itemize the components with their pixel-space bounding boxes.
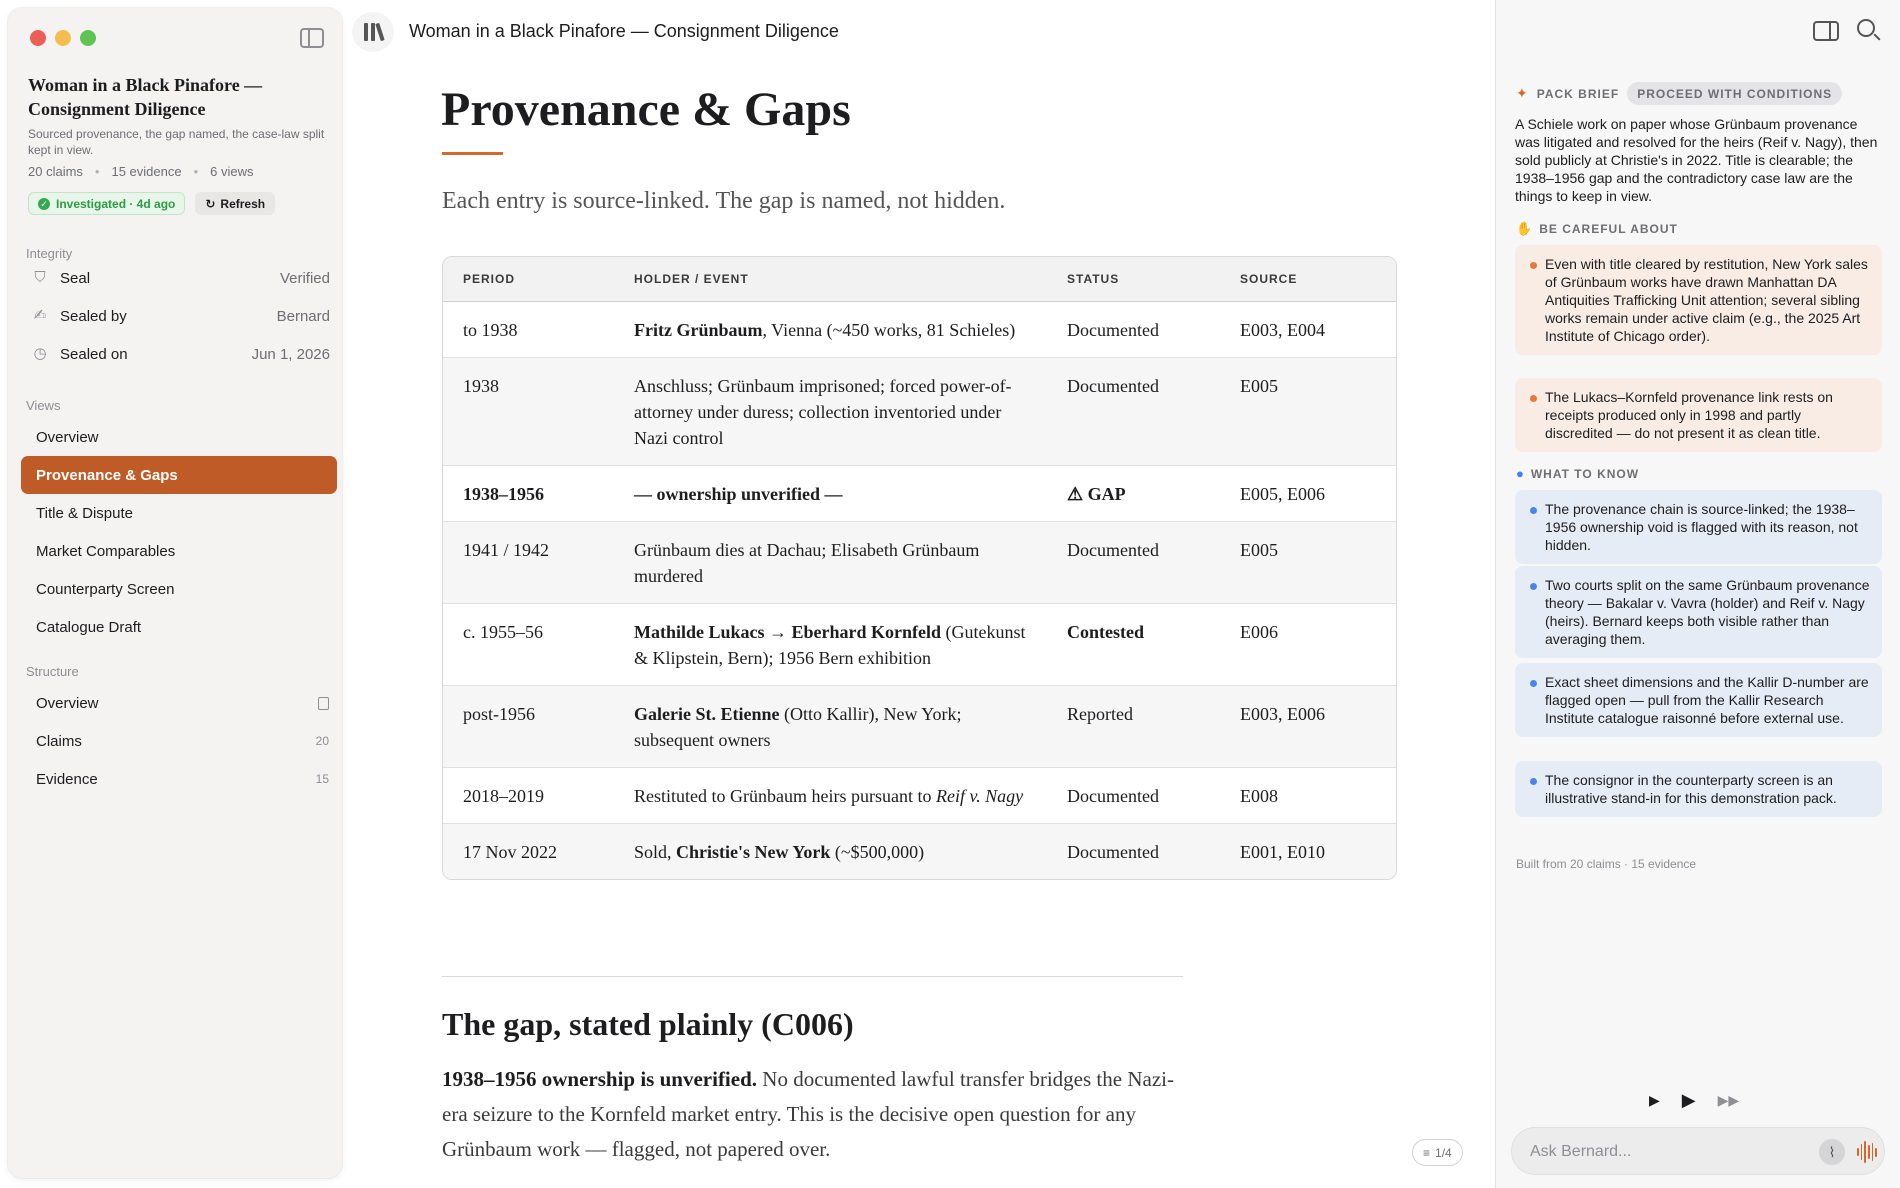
- zoom-window-button[interactable]: [80, 30, 96, 46]
- integrity-section-label: Integrity: [26, 246, 73, 261]
- signature-icon: ✍: [33, 307, 47, 324]
- pack-subtitle: Sourced provenance, the gap named, the case-law split kept in view.: [28, 127, 325, 157]
- careful-card: Even with title cleared by restitution, New York sales of Grünbaum works have drawn Manhattan DA Antiquities Trafficking Unit attention; several sibling works remain under active claim (e.g., the 2025 Art Institute of Chicago order).: [1515, 245, 1882, 355]
- table-row: 2018–2019 Restituted to Grünbaum heirs pursuant to Reif v. Nagy Documented E008: [443, 767, 1396, 823]
- source-link[interactable]: E005: [1220, 357, 1396, 465]
- audio-player: [1649, 1090, 1739, 1111]
- library-button[interactable]: [352, 12, 394, 52]
- table-row: 17 Nov 2022 Sold, Christie's New York (~$500,000) Documented E001, E010: [443, 823, 1396, 879]
- paperclip-icon[interactable]: ⌇: [1819, 1139, 1845, 1165]
- panel-toggle-icon[interactable]: [1813, 21, 1839, 41]
- sidebar: [8, 8, 342, 1178]
- table-header-row: [443, 257, 1396, 301]
- table-row: 1938 Anschluss; Grünbaum imprisoned; forced power-of-attorney under duress; collection inventoried under Nazi control Documented E005: [443, 357, 1396, 465]
- pack-title: Woman in a Black Pinafore — Consignment Diligence: [28, 75, 263, 119]
- claims-count-badge: 20: [315, 734, 329, 748]
- source-link[interactable]: E006: [1220, 603, 1396, 685]
- source-link[interactable]: E001, E010: [1220, 823, 1396, 879]
- evidence-count-badge: 15: [315, 772, 329, 786]
- careful-card: The Lukacs–Kornfeld provenance link rests on receipts produced only in 1998 and partly discredited — do not present it as clean title.: [1515, 378, 1882, 452]
- book-icon: [318, 697, 329, 710]
- know-card: Exact sheet dimensions and the Kallir D-number are flagged open — pull from the Kallir Research Institute catalogue raisonné before external use.: [1515, 663, 1882, 737]
- structure-section-label: Structure: [26, 664, 79, 679]
- hand-icon: ✋: [1516, 221, 1534, 236]
- window-controls: [30, 30, 96, 46]
- source-link[interactable]: E003, E004: [1240, 319, 1325, 340]
- ask-bar: [1511, 1127, 1885, 1175]
- gap-paragraph: 1938–1956 ownership is unverified. No documented lawful transfer bridges the Nazi-era seizure to the Kornfeld market entry. This is the decisive open question for any Grünbaum work — flagged, not papered over.: [442, 1067, 1174, 1161]
- views-count: 6 views: [210, 164, 254, 179]
- know-card: The provenance chain is source-linked; the 1938–1956 ownership void is flagged with its reason, not hidden.: [1515, 490, 1882, 564]
- close-window-button[interactable]: [30, 30, 46, 46]
- header-source: SOURCE: [1220, 257, 1396, 301]
- search-zoom-icon[interactable]: [1857, 19, 1875, 37]
- structure-item-claims[interactable]: Claims 20: [36, 732, 329, 750]
- view-item-catalogue-draft[interactable]: Catalogue Draft: [36, 618, 142, 636]
- know-header: ● WHAT TO KNOW: [1516, 466, 1640, 481]
- source-link[interactable]: E003, E006: [1220, 685, 1396, 767]
- view-item-market-comparables[interactable]: Market Comparables: [36, 542, 176, 560]
- verdict-badge: PROCEED WITH CONDITIONS: [1627, 82, 1842, 105]
- structure-item-evidence[interactable]: Evidence 15: [36, 770, 329, 788]
- refresh-button[interactable]: ↻ Refresh: [195, 192, 275, 215]
- careful-header: ✋ BE CAREFUL ABOUT: [1516, 221, 1678, 236]
- voice-waveform-icon[interactable]: [1857, 1140, 1877, 1164]
- integrity-row-sealed-by: ✍ Sealed by Bernard: [30, 300, 330, 332]
- page-indicator[interactable]: ≡ 1/4: [1412, 1139, 1463, 1166]
- shield-check-icon: ⛉: [34, 269, 46, 286]
- view-item-counterparty-screen[interactable]: Counterparty Screen: [36, 580, 175, 598]
- structure-item-overview[interactable]: Overview: [21, 684, 337, 722]
- page-title: Provenance & Gaps: [441, 83, 851, 136]
- table-row: 1941 / 1942 Grünbaum dies at Dachau; Elisabeth Grünbaum murdered Documented E005: [443, 521, 1396, 603]
- gap-status: ⚠ GAP: [1047, 465, 1220, 521]
- fast-forward-icon[interactable]: ▶▶: [1717, 1092, 1740, 1108]
- gap-heading: The gap, stated plainly (C006): [442, 1006, 854, 1042]
- section-divider: [442, 976, 1183, 977]
- source-link[interactable]: E005, E006: [1220, 465, 1396, 521]
- clock-icon: ◷: [33, 345, 47, 362]
- integrity-row-sealed-on: ◷ Sealed on Jun 1, 2026: [30, 338, 330, 370]
- table-row-gap: 1938–1956 — ownership unverified — ⚠ GAP E005, E006: [443, 465, 1396, 521]
- know-card: The consignor in the counterparty screen is an illustrative stand-in for this demonstration pack.: [1515, 761, 1882, 817]
- built-from-note: Built from 20 claims · 15 evidence: [1516, 857, 1697, 871]
- list-icon: ≡: [1423, 1145, 1431, 1160]
- play-small-icon[interactable]: ▶: [1649, 1092, 1660, 1108]
- view-item-title-dispute[interactable]: Title & Dispute: [36, 504, 133, 522]
- view-item-provenance-gaps[interactable]: Provenance & Gaps: [21, 456, 337, 494]
- view-item-overview[interactable]: Overview: [36, 428, 99, 446]
- title-underline: [442, 152, 503, 155]
- brief-summary: A Schiele work on paper whose Grünbaum provenance was litigated and resolved for the heirs (Reif v. Nagy), then sold publicly at Christie's in 2022. Title is clearable; the 1938–1956 gap and the contradictory case law are the things to keep in view.: [1515, 116, 1878, 204]
- minimize-window-button[interactable]: [55, 30, 71, 46]
- source-link[interactable]: E008: [1220, 767, 1396, 823]
- claims-count: 20 claims: [28, 164, 83, 179]
- source-link[interactable]: E005: [1220, 521, 1396, 603]
- sidebar-toggle-icon[interactable]: [300, 28, 324, 48]
- document-title: Woman in a Black Pinafore — Consignment Diligence: [409, 21, 839, 41]
- header-status: STATUS: [1047, 257, 1220, 301]
- page-lead: Each entry is source-linked. The gap is named, not hidden.: [442, 188, 1006, 214]
- header-holder-event: HOLDER / EVENT: [614, 257, 1047, 301]
- header-period: PERIOD: [443, 257, 614, 301]
- check-circle-icon: ✓: [38, 198, 50, 210]
- lightbulb-icon: ●: [1516, 466, 1525, 481]
- table-row: post-1956 Galerie St. Etienne (Otto Kallir), New York; subsequent owners Reported E003, E006: [443, 685, 1396, 767]
- play-icon[interactable]: ▶: [1681, 1090, 1696, 1110]
- status-badge: ✓ Investigated · 4d ago: [28, 192, 185, 215]
- sparkle-icon: ✦: [1516, 85, 1529, 101]
- pack-brief-header: ✦ PACK BRIEF PROCEED WITH CONDITIONS: [1516, 82, 1842, 105]
- provenance-table: [442, 256, 1397, 880]
- views-section-label: Views: [26, 398, 61, 413]
- know-card: Two courts split on the same Grünbaum provenance theory — Bakalar v. Vavra (holder) and Reif v. Nagy (heirs). Bernard keeps both visible rather than averaging them.: [1515, 566, 1882, 658]
- table-row: to 1938 Fritz Grünbaum, Vienna (~450 works, 81 Schieles) Documented E003, E004: [443, 301, 1396, 357]
- pack-stats: 20 claims • 15 evidence • 6 views: [28, 164, 254, 179]
- ask-input[interactable]: [1530, 1140, 1800, 1164]
- evidence-count: 15 evidence: [111, 164, 182, 179]
- refresh-icon: ↻: [205, 196, 216, 211]
- table-row: c. 1955–56 Mathilde Lukacs → Eberhard Kornfeld (Gutekunst & Klipstein, Bern); 1956 Bern exhibition Contested E006: [443, 603, 1396, 685]
- integrity-row-seal: ⛉ Seal Verified: [30, 262, 330, 294]
